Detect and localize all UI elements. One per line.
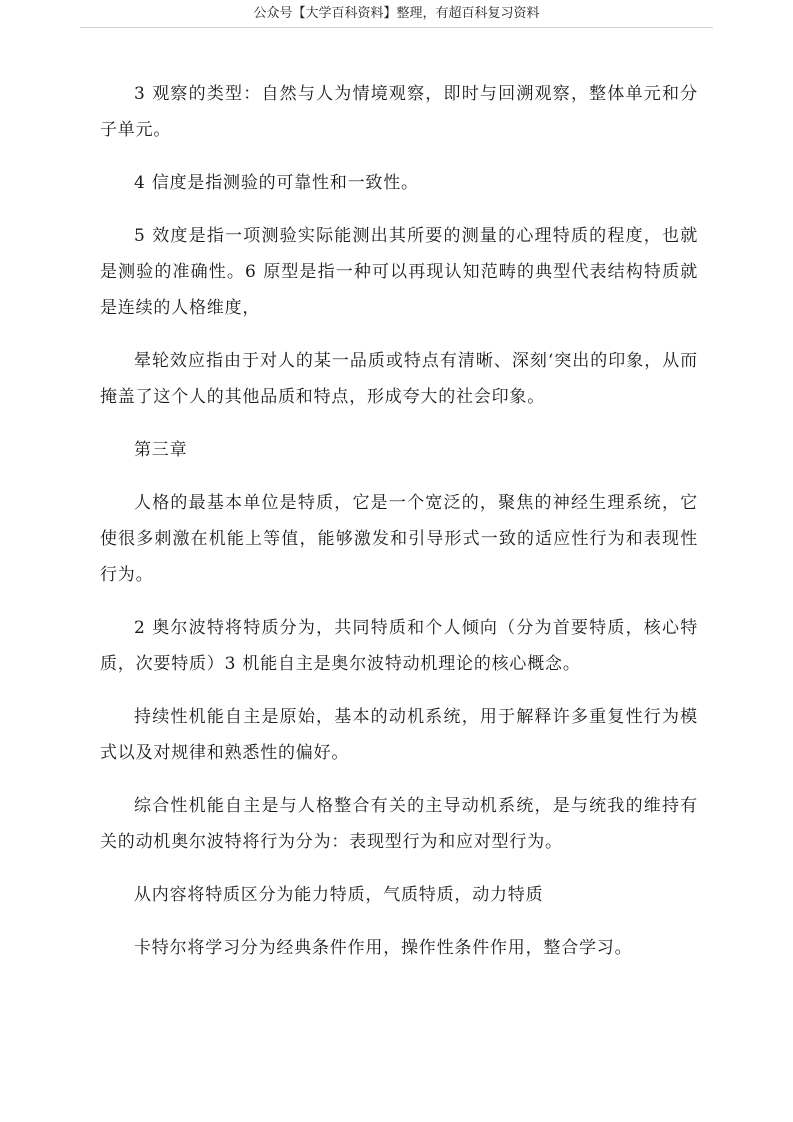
paragraph-trait-content: 从内容将特质区分为能力特质，气质特质，动力特质 bbox=[134, 885, 544, 905]
paragraph-cattell-learning: 卡特尔将学习分为经典条件作用，操作性条件作用，整合学习。 bbox=[134, 938, 633, 958]
paragraph-trait-definition: 人格的最基本单位是特质，它是一个宽泛的，聚焦的神经生理系统，它使很多刺激在机能上等值，能够激发和引导形式一致的适应性行为和表现性行为。 bbox=[100, 493, 698, 585]
document-body bbox=[100, 76, 698, 983]
paragraph-halo-effect: 晕轮效应指由于对人的某一品质或特点有清晰、深刻‘突出的印象，从而掩盖了这个人的其他品质和特点，形成夸大的社会印象。 bbox=[100, 351, 698, 407]
paragraph-perseverative-autonomy: 持续性机能自主是原始，基本的动机系统，用于解释许多重复性行为模式以及对规律和熟悉性的偏好。 bbox=[100, 707, 698, 763]
page-header: 公众号【大学百科资料】整理，有超百科复习资料 bbox=[253, 6, 540, 21]
paragraph-observation-types: 3 观察的类型：自然与人为情境观察，即时与回溯观察，整体单元和分子单元。 bbox=[100, 84, 698, 140]
header-divider bbox=[80, 27, 713, 28]
paragraph-propriate-autonomy: 综合性机能自主是与人格整合有关的主导动机系统，是与统我的维持有关的动机奥尔波特将行为分为：表现型行为和应对型行为。 bbox=[100, 796, 698, 852]
paragraph-allport-traits: 2 奥尔波特将特质分为，共同特质和个人倾向（分为首要特质，核心特质，次要特质）3 机能自主是奥尔波特动机理论的核心概念。 bbox=[100, 618, 698, 674]
paragraph-validity-prototype: 5 效度是指一项测验实际能测出其所要的测量的心理特质的程度，也就是测验的准确性。6 原型是指一种可以再现认知范畴的典型代表结构特质就是连续的人格维度， bbox=[100, 226, 698, 318]
paragraph-reliability: 4 信度是指测验的可靠性和一致性。 bbox=[134, 173, 419, 193]
chapter-heading: 第三章 bbox=[134, 440, 188, 460]
